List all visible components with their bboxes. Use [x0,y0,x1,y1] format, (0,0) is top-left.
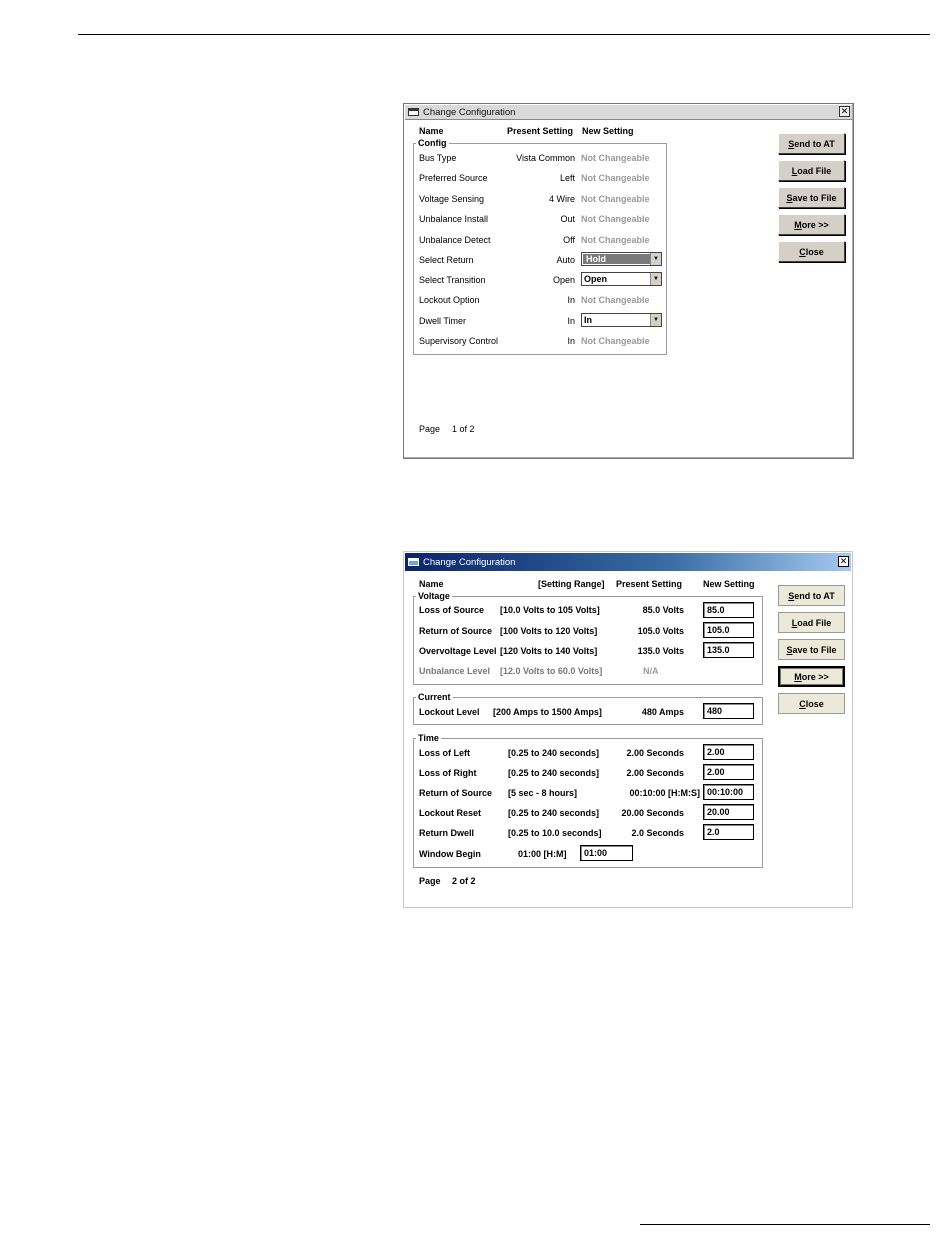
row-name: Lockout Level [419,707,480,717]
row-new: Not Changeable [581,153,650,163]
row-name: Voltage Sensing [419,194,485,204]
row-present: Vista Common [516,153,575,163]
return-of-source-time-input[interactable]: 00:10:00 [703,784,754,800]
row-present: Out [560,214,575,224]
row-range: [200 Amps to 1500 Amps] [493,707,602,717]
return-of-source-voltage-input[interactable]: 105.0 [703,622,754,638]
button-accel: S [786,192,793,203]
header-new-setting: New Setting [582,126,634,136]
button-accel: L [791,165,798,176]
close-button[interactable] [778,241,845,262]
row-new: Not Changeable [581,235,650,245]
load-file-button[interactable] [778,160,845,181]
row-present: 00:10:00 [H:M:S] [629,788,700,798]
row-name: Unbalance Detect [419,235,491,245]
window-system-icon[interactable] [408,558,419,566]
row-range: [120 Volts to 140 Volts] [500,646,598,656]
row-name: Preferred Source [419,173,488,183]
row-present: Off [563,235,575,245]
row-name: Loss of Left [419,748,470,758]
row-range: [0.25 to 240 seconds] [508,768,600,778]
row-present: 2.0 Seconds [631,828,684,838]
row-name: Select Transition [419,275,486,285]
row-name: Return of Source [419,788,493,798]
row-name: Return of Source [419,626,493,636]
return-dwell-input[interactable]: 2.0 [703,824,754,840]
row-name: Lockout Reset [419,808,482,818]
row-name: Lockout Option [419,295,480,305]
row-name: Select Return [419,255,474,265]
select-transition-dropdown[interactable] [581,272,662,286]
chevron-down-icon[interactable]: ▼ [650,314,661,326]
button-accel: L [791,617,798,628]
row-present: Left [559,173,575,183]
row-present: 2.00 Seconds [626,748,684,758]
top-rule [78,34,930,35]
row-name: Bus Type [419,153,457,163]
window-begin-input[interactable]: 01:00 [580,845,633,861]
loss-of-left-input[interactable]: 2.00 [703,744,754,760]
title-bar [405,105,852,120]
row-range: [0.25 to 240 seconds] [508,808,600,818]
row-name: Overvoltage Level [419,646,497,656]
change-configuration-window-2 [403,551,853,908]
row-range: [100 Volts to 120 Volts] [500,626,598,636]
row-name: Return Dwell [419,828,475,838]
row-present: 4 Wire [548,194,575,204]
send-to-at-button[interactable] [778,133,845,154]
loss-of-source-voltage-input[interactable]: 85.0 [703,602,754,618]
button-label: oad File [797,617,832,628]
row-new: Not Changeable [581,336,650,346]
button-label: lose [805,698,824,709]
more-button[interactable] [778,214,845,235]
voltage-group-label: Voltage [418,591,450,601]
row-new: Not Changeable [581,295,650,305]
row-range: [10.0 Volts to 105 Volts] [500,605,600,615]
button-accel: M [794,219,802,230]
row-name: Window Begin [419,849,481,859]
row-present: In [567,295,575,305]
button-label: end to AT [794,590,835,601]
button-label: ave to File [792,644,837,655]
dwell-timer-dropdown[interactable] [581,313,662,327]
dropdown-value: Open [584,274,608,284]
row-new: Not Changeable [581,214,650,224]
header-present-setting: Present Setting [507,126,574,136]
row-present: In [567,336,575,346]
button-label: ave to File [792,192,837,203]
row-range: [0.25 to 240 seconds] [508,748,600,758]
chevron-down-icon[interactable]: ▼ [650,273,661,285]
header-present-setting: Present Setting [616,579,683,589]
row-range: [5 sec - 8 hours] [508,788,578,798]
row-present: 135.0 Volts [637,646,684,656]
row-range: [0.25 to 10.0 seconds] [508,828,602,838]
button-accel: M [794,671,802,682]
row-name: Unbalance Level [419,666,491,676]
page-label: Page [419,876,441,886]
row-name: Loss of Source [419,605,485,615]
row-new: Not Changeable [581,173,650,183]
header-setting-range: [Setting Range] [538,579,605,589]
lockout-level-input[interactable]: 480 [703,703,754,719]
overvoltage-level-input[interactable]: 135.0 [703,642,754,658]
loss-of-right-input[interactable]: 2.00 [703,764,754,780]
row-present: Auto [556,255,575,265]
button-label: ore >> [801,219,829,230]
save-to-file-button[interactable] [778,187,845,208]
lockout-reset-input[interactable]: 20.00 [703,804,754,820]
more-button[interactable] [778,666,845,687]
row-new: Not Changeable [581,194,650,204]
header-name: Name [419,579,444,589]
button-accel: S [786,644,793,655]
row-present: Open [552,275,575,285]
page-indicator: 2 of 2 [452,876,476,886]
row-present: 105.0 Volts [637,626,684,636]
window-title: Change Configuration [423,106,516,118]
dropdown-value: In [584,315,592,325]
window-system-icon[interactable] [408,108,419,116]
row-name: Dwell Timer [419,316,467,326]
config-group-label: Config [418,138,447,148]
row-present: 2.00 Seconds [626,768,684,778]
row-name: Supervisory Control [419,336,499,346]
load-file-button[interactable] [778,612,845,633]
bottom-rule [640,1224,930,1225]
header-new-setting: New Setting [703,579,755,589]
row-present: N/A [643,666,659,676]
save-to-file-button[interactable] [778,639,845,660]
button-label: ore >> [801,671,829,682]
close-icon[interactable]: ✕ [840,106,849,116]
button-label: lose [805,246,824,257]
row-name: Loss of Right [419,768,477,778]
row-present: In [567,316,575,326]
button-accel: S [788,138,795,149]
time-group-label: Time [418,733,439,743]
title-bar [405,553,851,571]
row-range: [12.0 Volts to 60.0 Volts] [500,666,603,676]
row-name: Unbalance Install [419,214,489,224]
row-present: 01:00 [H:M] [518,849,567,859]
send-to-at-button[interactable] [778,585,845,606]
window-title: Change Configuration [423,556,516,568]
close-button[interactable] [778,693,845,714]
row-present: 480 Amps [641,707,684,717]
button-accel: C [799,698,806,709]
header-name: Name [419,126,444,136]
change-configuration-window-1 [403,103,854,459]
page-indicator: 1 of 2 [452,424,475,434]
select-return-dropdown[interactable] [581,252,662,266]
button-label: end to AT [794,138,835,149]
close-icon[interactable]: ✕ [839,556,848,566]
page-label: Page [419,424,441,434]
row-present: 20.00 Seconds [621,808,684,818]
button-accel: C [799,246,806,257]
button-label: oad File [797,165,832,176]
dropdown-value: Hold [583,254,655,264]
row-present: 85.0 Volts [642,605,684,615]
button-accel: S [788,590,795,601]
current-group-label: Current [418,692,451,702]
chevron-down-icon[interactable]: ▼ [650,253,661,265]
